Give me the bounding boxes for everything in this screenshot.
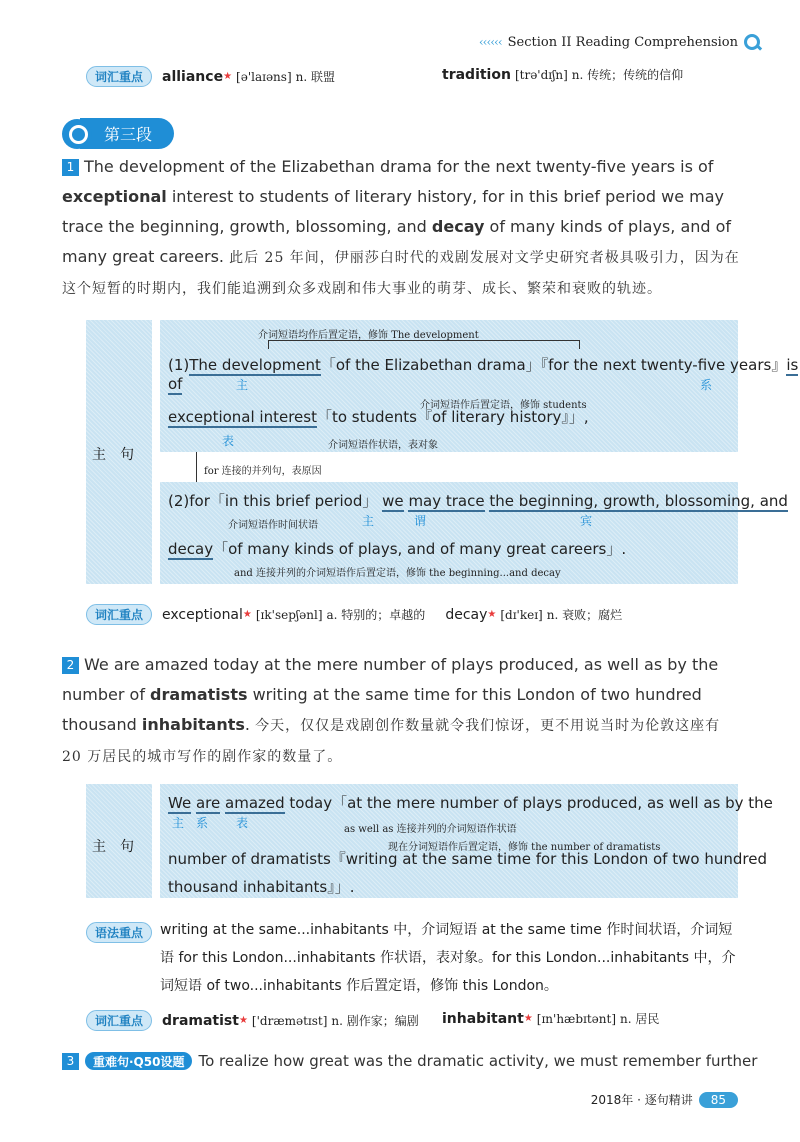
mark-pred-3: 表: [236, 816, 249, 830]
para-translation: 今天，仅仅是戏剧创作数量就令我们惊讶，更不用说当时为伦敦这座有 20 万居民的城市写作的剧作家的数量了。: [62, 718, 721, 765]
seg: (1): [168, 356, 190, 374]
note-postmod: 介词短语均作后置定语，修饰 The development: [258, 330, 479, 341]
predicative: amazed: [225, 794, 285, 812]
mark-verb: 系: [700, 378, 713, 392]
paragraph-1: [62, 152, 742, 304]
magnifier-icon: [62, 119, 92, 149]
para-text: To realize how great was the dramatic activity, we must remember further: [198, 1052, 758, 1070]
vocab-word: dramatist: [162, 1012, 239, 1029]
search-q-icon: [744, 34, 760, 50]
mark-verb-2: 谓: [414, 514, 427, 528]
arrows-decoration: ‹‹‹‹‹‹: [478, 35, 502, 49]
star-icon: ★: [242, 609, 252, 620]
sentence-line-6: number of dramatists『writing at the same time for this London of two hundred: [168, 850, 767, 868]
verb: is of: [168, 356, 799, 393]
subject: The development: [189, 356, 321, 374]
vocab-row-1b: [442, 66, 683, 83]
vocab-def: n. 衰败；腐烂: [546, 608, 623, 622]
vocab-def: a. 特别的；卓越的: [326, 608, 426, 622]
vocab-def: n. 居民: [620, 1012, 660, 1026]
para-text: interest to students of literary history, for in this brief period we may trace the beginning, growth, blossoming, and: [62, 187, 724, 236]
mark-subject-3: 主: [172, 816, 185, 830]
vocab-ipa: [ɪn'hæbɪtənt]: [536, 1011, 617, 1026]
vocab-def: n. 联盟: [295, 70, 335, 84]
vocab-def: n. 传统；传统的信仰: [571, 68, 684, 82]
paragraph-2: [62, 650, 742, 772]
star-icon: ★: [223, 71, 233, 82]
vocab-word: alliance: [162, 68, 224, 85]
paragraph-number: 1: [62, 159, 79, 176]
sentence-line-7: thousand inhabitants』」.: [168, 878, 355, 896]
mark-subject-2: 主: [362, 514, 375, 528]
seg: (2)for「in this brief period」: [168, 492, 378, 510]
vocab-row-1: [86, 66, 335, 87]
connector-line: [196, 452, 197, 482]
vocab-word: tradition: [442, 66, 511, 83]
mark-verb-3: 系: [196, 816, 209, 830]
key-word: exceptional: [62, 187, 167, 206]
vocab-ipa: [ə'laɪəns]: [236, 69, 292, 84]
para-text: We are amazed today at the mere number of plays produced, as well as by the number of: [62, 655, 719, 704]
note-time: 介词短语作时间状语: [228, 520, 318, 531]
verb: are: [195, 794, 221, 812]
footer-label: 2018年 · 逐句精讲: [590, 1093, 693, 1107]
para-text: of many kinds of plays, and of many great careers.: [62, 217, 732, 266]
vocab-row-3b: [442, 1010, 659, 1027]
vocab-ipa: ['dræmətɪst]: [251, 1013, 328, 1028]
star-icon: ★: [238, 1015, 248, 1026]
seg: 「to students『of literary history』」,: [316, 408, 589, 426]
vocab-row-2: [86, 604, 622, 625]
sentence-line-2: [168, 406, 589, 427]
vocab-ipa: [dɪ'keɪ]: [500, 607, 543, 622]
key-word: decay: [431, 217, 485, 236]
note-aswell: as well as 连接并列的介词短语作状语: [344, 824, 517, 835]
vocab-ipa: [trə'dɪʃn]: [514, 67, 568, 82]
note-adverbial: 介词短语作状语，表对象: [328, 440, 438, 451]
note-and: and 连接并列的介词短语作后置定语，修饰 the beginning...and decay: [234, 568, 561, 579]
vocab-word: inhabitant: [442, 1010, 524, 1027]
section-heading: [62, 118, 174, 149]
vocab-row-3: [86, 1010, 419, 1031]
predicative: exceptional interest: [168, 408, 317, 426]
vocab-ipa: [ɪk'sepʃənl]: [255, 607, 323, 622]
key-word: dramatists: [150, 685, 248, 704]
para-text: writing at the same time for this London of two hundred thousand: [62, 685, 702, 734]
grammar-text: writing at the same...inhabitants 中，介词短语 at the same time 作时间状语，介词短语 for this London...inhabitants 作状语，表对象。for this London...inhabitants 中，介词短语 of two...inhabitants 作后置定语，修饰 this London。: [160, 922, 736, 994]
mark-object-2: 宾: [580, 514, 593, 528]
star-icon: ★: [487, 609, 497, 620]
vocab-word: decay: [445, 606, 488, 623]
note-postmod-2: 介词短语作后置定语，修饰 students: [420, 400, 587, 411]
page-number: 85: [699, 1092, 738, 1108]
paragraph-number: 3: [62, 1053, 79, 1070]
running-header: [479, 34, 760, 50]
paragraph-number: 2: [62, 657, 79, 674]
para-text: The development of the Elizabethan drama for the next twenty-five years is of: [84, 157, 714, 176]
object: the beginning, growth, blossoming, and: [489, 492, 788, 510]
subject: We: [168, 794, 192, 812]
header-title: Section II Reading Comprehension: [507, 34, 738, 50]
clause-label: 主 句: [92, 839, 134, 855]
seg: 「of many kinds of plays, and of many great careers」.: [213, 540, 627, 558]
grammar-tag: 语法重点: [86, 922, 152, 943]
vocab-tag: 词汇重点: [86, 66, 152, 87]
grammar-tag-wrap: [86, 922, 152, 943]
paragraph-3: [62, 1052, 757, 1070]
bracket-line: [268, 340, 580, 349]
clause-label: 主 句: [92, 447, 134, 463]
page-footer: [591, 1091, 738, 1108]
vocab-word: exceptional: [162, 606, 243, 623]
star-icon: ★: [523, 1013, 533, 1024]
note-post: 现在分词短语作后置定语，修饰 the number of dramatists: [388, 842, 661, 853]
mark-pred: 表: [222, 434, 235, 448]
sentence-line-5: [168, 792, 773, 813]
object: decay: [168, 540, 214, 558]
para-text: .: [244, 715, 250, 734]
sentence-line-4: [168, 538, 626, 559]
section-title: 第三段: [80, 118, 174, 149]
connector-note: for 连接的并列句，表原因: [204, 466, 322, 477]
para-translation: 此后 25 年间，伊丽莎白时代的戏剧发展对文学史研究者极具吸引力，因为在这个短暂的时期内，我们能追溯到众多戏剧和伟大事业的萌芽、成长、繁荣和衰败的轨迹。: [62, 250, 740, 297]
sentence-line-3: [168, 490, 788, 511]
key-sentence-badge: 重难句·Q50设题: [85, 1052, 192, 1070]
key-word: inhabitants: [141, 715, 245, 734]
vocab-def: n. 剧作家；编剧: [331, 1014, 419, 1028]
verb: may trace: [408, 492, 485, 510]
vocab-tag: 词汇重点: [86, 604, 152, 625]
subject: we: [382, 492, 404, 510]
vocab-tag: 词汇重点: [86, 1010, 152, 1031]
seg: today「at the mere number of plays produced, as well as by the: [289, 794, 773, 812]
mark-subject: 主: [236, 378, 249, 392]
seg: 「of the Elizabethan drama」『for the next twenty-five years』: [320, 356, 787, 374]
